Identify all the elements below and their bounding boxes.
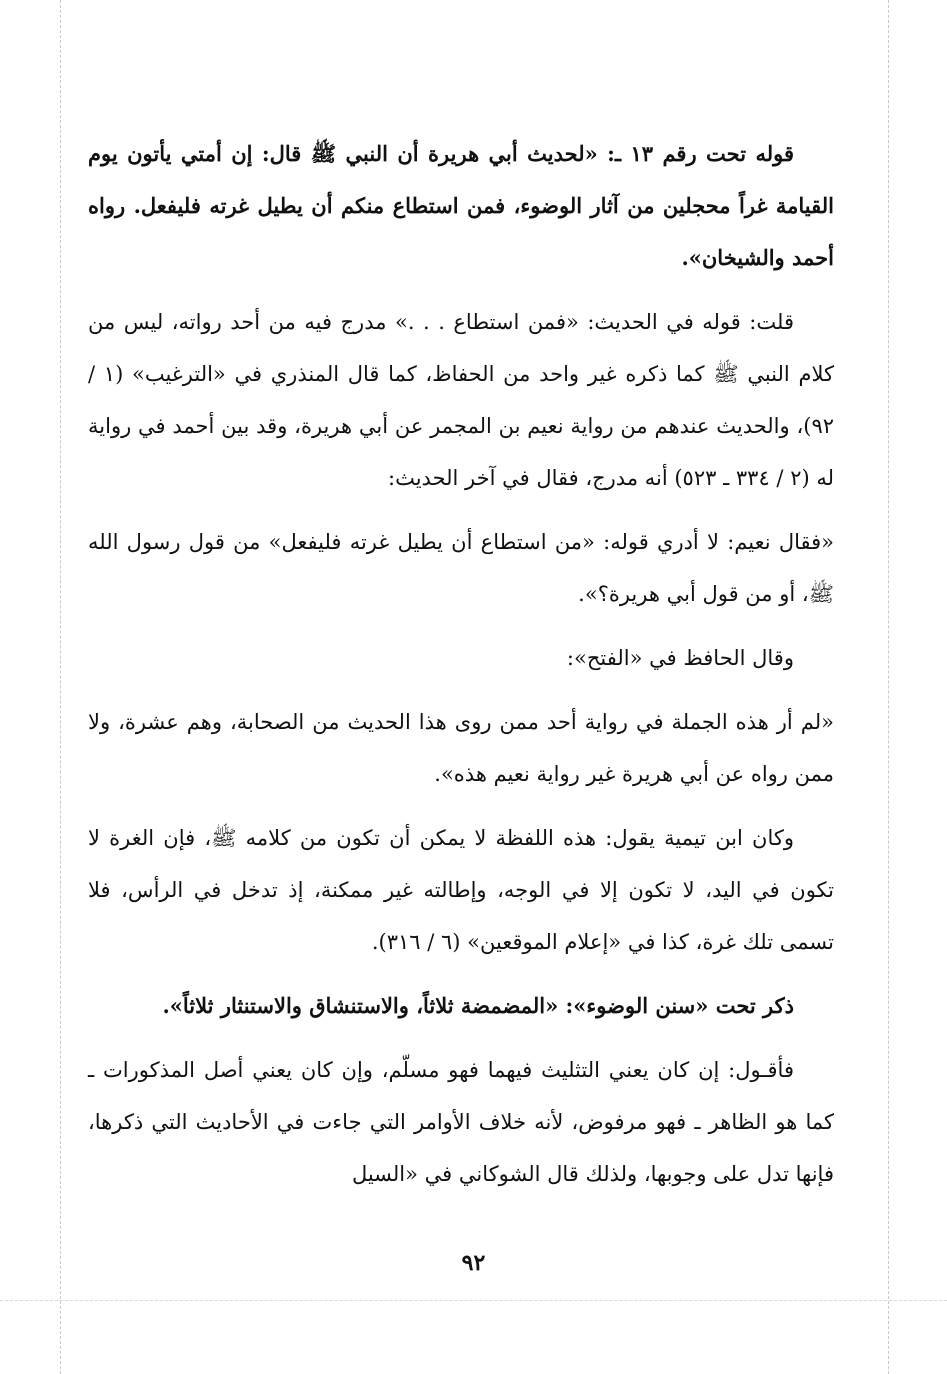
paragraph-heading-sunan: ذكر تحت «سنن الوضوء»: «المضمضة ثلاثاً، والاستنشاق والاستنثار ثلاثاً».	[162, 993, 794, 1018]
paragraph-response: فأقـول: إن كان يعني التثليث فيهما فهو مسلّم، وإن كان يعني أصل المذكورات ـ كما هو الظاهر ـ فهو مرفوض، لأنه خلاف الأوامر التي جاءت في الأحاديث التي ذكرها، فإنها تدل على وجوبها، ولذلك قال الشوكاني في «السيل	[88, 1058, 834, 1186]
paragraph-quote-fath: «لم أر هذه الجملة في رواية أحد ممن روى هذا الحديث من الصحابة، وهم عشرة، ولا ممن رواه عن أبي هريرة غير رواية نعيم هذه».	[88, 710, 834, 786]
paragraph-quote-nuaim: «فقال نعيم: لا أدري قوله: «من استطاع أن يطيل غرته فليفعل» من قول رسول الله ﷺ، أو من قول أبي هريرة؟».	[88, 530, 834, 606]
paragraph-hafiz-intro: وقال الحافظ في «الفتح»:	[566, 646, 794, 670]
bottom-margin-guide	[0, 1300, 947, 1302]
paragraph-commentary: قلت: قوله في الحديث: «فمن استطاع . . .» مدرج فيه من أحد رواته، ليس من كلام النبي ﷺ كما ذكره غير واحد من الحفاظ، كما قال المنذري في «الترغيب» (١ / ٩٢)، والحديث عندهم من رواية نعيم بن المجمر عن أبي هريرة، وقد بين أحمد في رواية له (٢ / ٣٣٤ ـ ٥٢٣) أنه مدرج، فقال في آخر الحديث:	[88, 310, 834, 490]
paragraph-ibn-taymiyya: وكان ابن تيمية يقول: هذه اللفظة لا يمكن أن تكون من كلامه ﷺ، فإن الغرة لا تكون في اليد، لا تكون إلا في الوجه، وإطالته غير ممكنة، إذ تدخل في الرأس، فلا تسمى تلك غرة، كذا في «إعلام الموقعين» (٦ / ٣١٦).	[88, 826, 834, 954]
right-margin-guide	[888, 0, 889, 1374]
left-margin-guide	[60, 0, 61, 1374]
body-text	[88, 128, 834, 1212]
paragraph-heading-hadith: قوله تحت رقم ١٣ ـ: «لحديث أبي هريرة أن النبي ﷺ قال: إن أمتي يأتون يوم القيامة غراً محجلين من آثار الوضوء، فمن استطاع منكم أن يطيل غرته فليفعل. رواه أحمد والشيخان».	[88, 141, 834, 270]
page-number: ٩٢	[461, 1250, 486, 1276]
